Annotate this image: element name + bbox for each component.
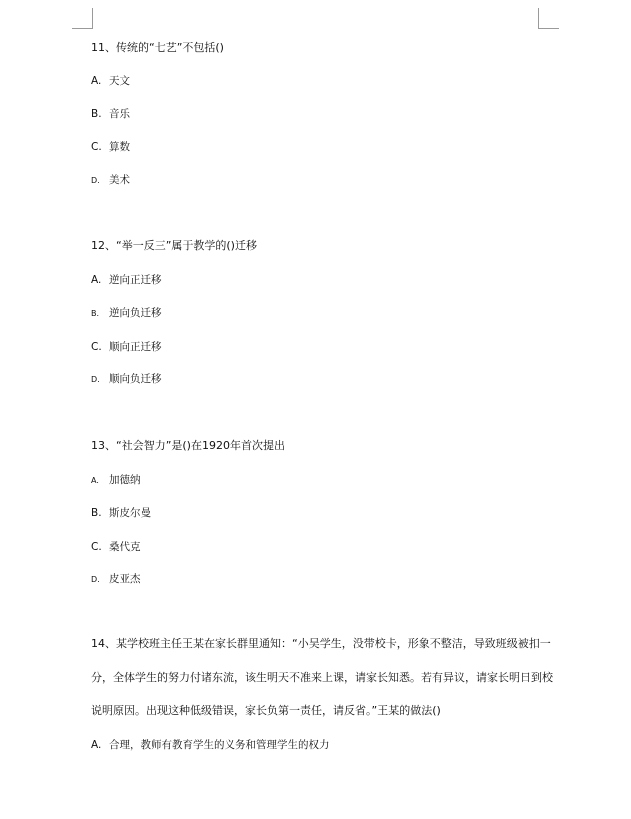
question-14-option-a <box>91 738 330 752</box>
question-11-stem: 11、传统的“七艺”不包括() <box>91 41 224 54</box>
question-12-option-d <box>91 372 162 387</box>
option-letter: A. <box>91 75 102 87</box>
question-14-stem-line-3: 说明原因。出现这种低级错误，家长负第一责任，请反省。”王某的做法() <box>91 704 441 717</box>
crop-mark-top-right <box>538 8 559 29</box>
option-text: 天文 <box>109 75 130 87</box>
option-text: 顺向正迁移 <box>109 341 162 353</box>
option-letter: A. <box>91 476 99 485</box>
question-12-option-a <box>91 273 162 287</box>
question-11-option-b <box>91 107 130 121</box>
option-text: 音乐 <box>109 108 130 120</box>
question-13-option-a <box>91 473 141 488</box>
question-14-stem-line-1: 14、某学校班主任王某在家长群里通知：“小吴学生，没带校卡，形象不整洁，导致班级被扣一 <box>91 637 551 650</box>
question-11-option-d <box>91 173 130 188</box>
question-11-option-c <box>91 140 130 154</box>
question-13-stem: 13、“社会智力”是()在1920年首次提出 <box>91 439 285 452</box>
question-12-stem: 12、“举一反三”属于教学的()迁移 <box>91 239 257 252</box>
option-text: 逆向正迁移 <box>109 274 162 286</box>
option-letter: D. <box>91 375 100 384</box>
option-letter: C. <box>91 341 102 353</box>
option-text: 加德纳 <box>109 474 141 486</box>
option-letter: B. <box>91 309 100 318</box>
option-text: 桑代克 <box>109 541 141 553</box>
option-letter: A. <box>91 739 102 751</box>
option-letter: A. <box>91 274 102 286</box>
option-letter: B. <box>91 108 102 120</box>
question-13-option-c <box>91 540 141 554</box>
question-13-option-b <box>91 506 151 520</box>
question-12-option-b <box>91 306 162 321</box>
question-13-option-d <box>91 572 141 587</box>
crop-mark-top-left <box>72 8 93 29</box>
option-text: 斯皮尔曼 <box>109 507 151 519</box>
option-text: 算数 <box>109 141 130 153</box>
option-text: 顺向负迁移 <box>109 373 162 385</box>
option-text: 合理，教师有教育学生的义务和管理学生的权力 <box>109 739 330 751</box>
option-text: 皮亚杰 <box>109 573 141 585</box>
option-letter: B. <box>91 507 102 519</box>
option-text: 美术 <box>109 174 130 186</box>
option-letter: D. <box>91 575 100 584</box>
option-letter: C. <box>91 541 102 553</box>
question-11-option-a <box>91 74 130 88</box>
question-12-option-c <box>91 340 162 354</box>
option-letter: C. <box>91 141 102 153</box>
option-text: 逆向负迁移 <box>109 307 162 319</box>
option-letter: D. <box>91 176 100 185</box>
question-14-stem-line-2: 分，全体学生的努力付诸东流，该生明天不准来上课，请家长知悉。若有异议，请家长明日到校 <box>91 671 553 684</box>
